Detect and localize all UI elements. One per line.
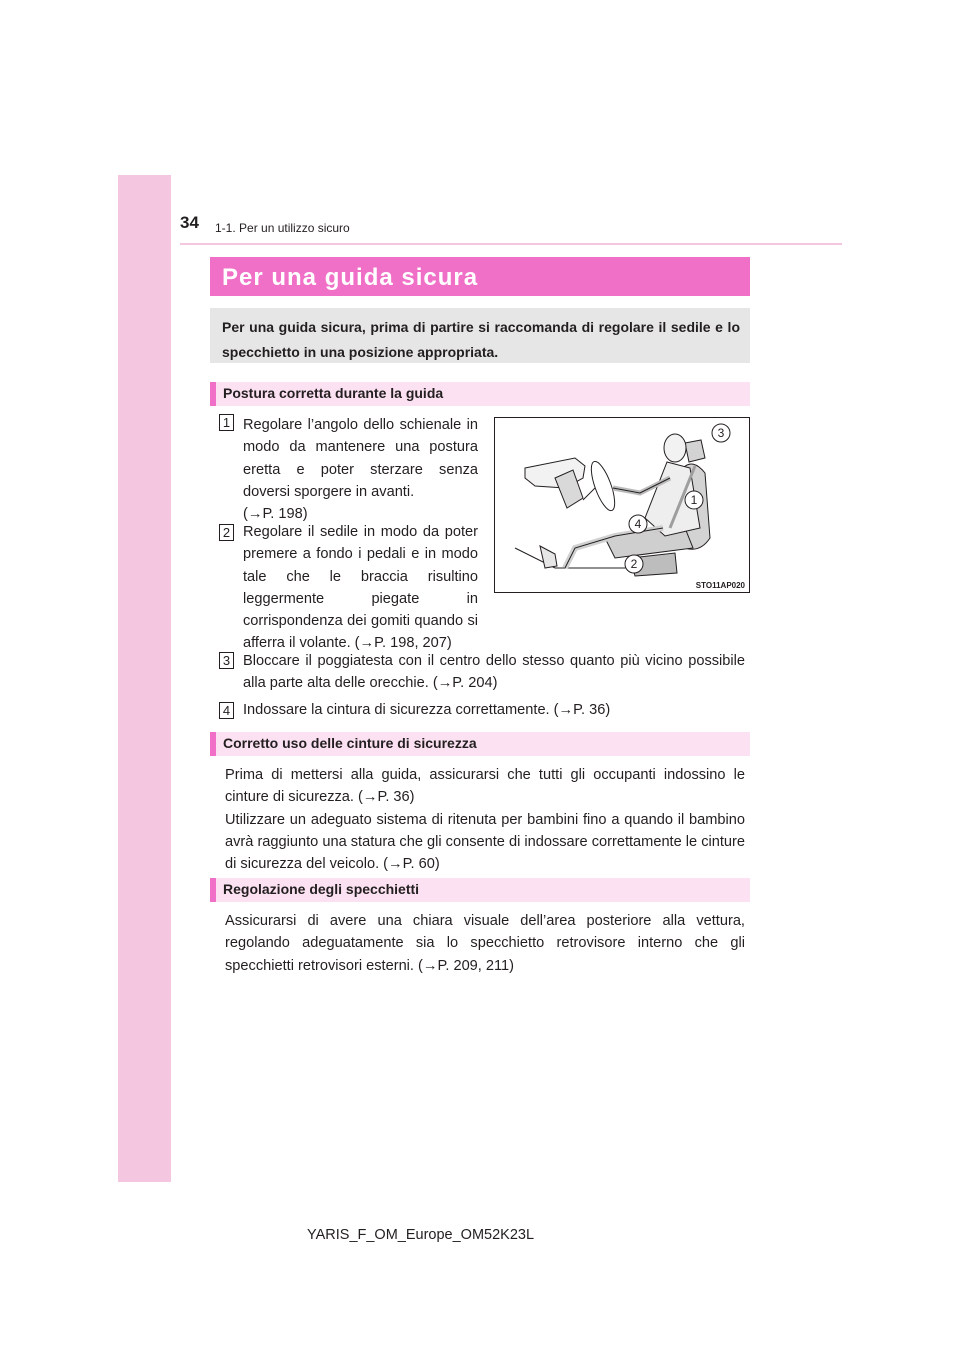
posture-item-4: Indossare la cintura di sicurezza correttamente. (→P. 36) <box>243 702 611 718</box>
figure-code: STO11AP020 <box>695 581 745 590</box>
breadcrumb: 1-1. Per un utilizzo sicuro <box>215 221 350 235</box>
header-divider <box>180 243 842 245</box>
section-heading-label: Postura corretta durante la guida <box>223 385 444 401</box>
page-title: Per una guida sicura <box>222 264 479 291</box>
section-heading-seatbelts <box>210 732 750 756</box>
intro-text: Per una guida sicura, prima di partire si raccomanda di regolare il sedile e lo specchietto in una posizione appropriata. <box>222 319 740 360</box>
callout-3: 3 <box>717 426 725 440</box>
document-footer: YARIS_F_OM_Europe_OM52K23L <box>307 1227 535 1243</box>
section-heading-label: Corretto uso delle cinture di sicurezza <box>223 735 477 751</box>
mirrors-text: Assicurarsi di avere una chiara visuale dell’area posteriore alla vettura, regolando adeguatamente sia lo specchietto retrovisore interno che gli specchietti retrovisori esterni. (→P. 209, 211) <box>225 913 745 974</box>
callout-4: 4 <box>634 517 642 531</box>
section-heading-posture <box>210 382 750 406</box>
seatbelts-para-2: Utilizzare un adeguato sistema di ritenuta per bambini fino a quando il bambino avrà raggiunto una statura che gli consente di indossare correttamente le cinture di sicurezza del veicolo. (→P. 60) <box>225 811 746 873</box>
section-heading-label: Regolazione degli specchietti <box>223 881 420 897</box>
item-number-4: 4 <box>219 702 234 719</box>
posture-item-3: Bloccare il poggiatesta con il centro dello stesso quanto più vicino possibile alla parte alta delle orecchie. (→P. 204) <box>243 653 745 692</box>
side-tab-bar <box>118 175 171 1182</box>
section-heading-mirrors <box>210 878 750 902</box>
item-number-1: 1 <box>219 414 234 431</box>
posture-item-1-ref: (→P. 198) <box>243 506 308 523</box>
intro-box <box>210 308 750 363</box>
posture-item-2: Regolare il sedile in modo da poter premere a fondo i pedali e in modo tale che le braccia risultino leggermente piegate in corrispondenza dei gomiti quando si afferra il volante. (→P. 198, 207) <box>243 524 478 652</box>
callout-2: 2 <box>630 557 638 571</box>
page-title-bar <box>210 257 750 296</box>
driver-seat-illustration <box>495 418 749 592</box>
callout-1: 1 <box>690 493 698 507</box>
item-number-3: 3 <box>219 652 234 669</box>
seatbelts-para-1: Prima di mettersi alla guida, assicurarsi che tutti gli occupanti indossino le cinture di sicurezza. (→P. 36) <box>225 767 745 806</box>
item-number-2: 2 <box>219 524 234 541</box>
seating-posture-figure <box>494 417 750 593</box>
page-number: 34 <box>180 213 199 232</box>
posture-item-1: Regolare l’angolo dello schienale in modo da mantenere una postura eretta e poter sterzare senza doversi sporgere in avanti. (→P. 198) <box>243 417 478 523</box>
seatbelts-text <box>225 764 745 875</box>
